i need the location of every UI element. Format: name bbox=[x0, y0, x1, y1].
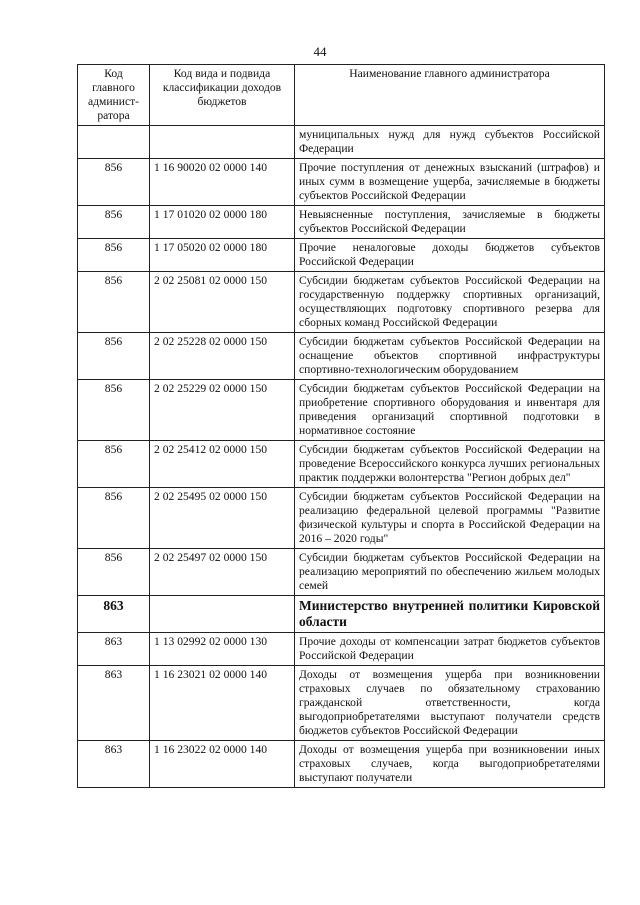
revenue-code-cell: 1 16 90020 02 0000 140 bbox=[150, 159, 295, 206]
admin-code-cell: 856 bbox=[78, 549, 150, 596]
admin-code-cell: 856 bbox=[78, 272, 150, 333]
admin-code-cell: 856 bbox=[78, 441, 150, 488]
admin-name-cell: Прочие поступления от денежных взысканий (штрафов) и иных сумм в возмещение ущерба, зачисляемые в бюджеты субъектов Российской Федерации bbox=[295, 159, 605, 206]
revenue-code-cell: 2 02 25229 02 0000 150 bbox=[150, 380, 295, 441]
table-row bbox=[78, 488, 605, 549]
table-row bbox=[78, 239, 605, 272]
header-revenue-code: Код вида и подвида классификации доходов бюджетов bbox=[150, 65, 295, 126]
admin-code-cell: 863 bbox=[78, 633, 150, 666]
admin-name-cell: Субсидии бюджетам субъектов Российской Федерации на приобретение спортивного оборудования и инвентаря для приведения организаций спортивной подготовки в нормативное состояние bbox=[295, 380, 605, 441]
admin-name-cell: Субсидии бюджетам субъектов Российской Федерации на оснащение объектов спортивной инфраструктуры спортивно-технологическим оборудованием bbox=[295, 333, 605, 380]
revenue-code-cell bbox=[150, 126, 295, 159]
admin-code-cell: 863 bbox=[78, 741, 150, 788]
revenue-code-cell: 2 02 25497 02 0000 150 bbox=[150, 549, 295, 596]
table-row bbox=[78, 380, 605, 441]
table-body bbox=[78, 126, 605, 788]
table-row bbox=[78, 596, 605, 633]
table-row bbox=[78, 741, 605, 788]
admin-code-cell: 856 bbox=[78, 380, 150, 441]
admin-name-cell: Субсидии бюджетам субъектов Российской Федерации на проведение Всероссийского конкурса лучших региональных практик поддержки волонтерства "Регион добрых дел" bbox=[295, 441, 605, 488]
admin-code-cell: 863 bbox=[78, 666, 150, 741]
admin-name-cell: Субсидии бюджетам субъектов Российской Федерации на реализацию федеральной целевой программы "Развитие физической культуры и спорта в Российской Федерации на 2016 – 2020 годы" bbox=[295, 488, 605, 549]
header-admin-name: Наименование главного администратора bbox=[295, 65, 605, 126]
header-admin-code: Код главного админист-ратора bbox=[78, 65, 150, 126]
admin-name-cell: Доходы от возмещения ущерба при возникновении страховых случаев по обязательному страхованию гражданской ответственности, когда выгодоприобретателями выступают получатели средств бюджетов субъектов Российской Федерации bbox=[295, 666, 605, 741]
revenue-code-cell: 2 02 25495 02 0000 150 bbox=[150, 488, 295, 549]
revenue-code-cell: 2 02 25228 02 0000 150 bbox=[150, 333, 295, 380]
table-header-row bbox=[78, 65, 605, 126]
table-row bbox=[78, 159, 605, 206]
admin-name-cell: Министерство внутренней политики Кировской области bbox=[295, 596, 605, 633]
table-row bbox=[78, 126, 605, 159]
revenue-code-cell: 1 16 23022 02 0000 140 bbox=[150, 741, 295, 788]
table-row bbox=[78, 549, 605, 596]
admin-code-cell: 856 bbox=[78, 159, 150, 206]
admin-code-cell: 856 bbox=[78, 333, 150, 380]
revenue-administrators-table bbox=[77, 64, 605, 788]
revenue-code-cell: 1 17 05020 02 0000 180 bbox=[150, 239, 295, 272]
revenue-code-cell bbox=[150, 596, 295, 633]
admin-code-cell: 863 bbox=[78, 596, 150, 633]
table-row bbox=[78, 333, 605, 380]
admin-name-cell: Невыясненные поступления, зачисляемые в бюджеты субъектов Российской Федерации bbox=[295, 206, 605, 239]
admin-name-cell: Прочие доходы от компенсации затрат бюджетов субъектов Российской Федерации bbox=[295, 633, 605, 666]
admin-name-cell: Субсидии бюджетам субъектов Российской Федерации на реализацию мероприятий по обеспечению жильем молодых семей bbox=[295, 549, 605, 596]
table-row bbox=[78, 666, 605, 741]
admin-code-cell bbox=[78, 126, 150, 159]
admin-name-cell: Доходы от возмещения ущерба при возникновении иных страховых случаев, когда выгодоприобретателями выступают получатели bbox=[295, 741, 605, 788]
table-row bbox=[78, 272, 605, 333]
table-row bbox=[78, 441, 605, 488]
admin-name-cell: Субсидии бюджетам субъектов Российской Федерации на государственную поддержку спортивных организаций, осуществляющих подготовку спортивного резерва для сборных команд Российской Федерации bbox=[295, 272, 605, 333]
revenue-code-cell: 1 16 23021 02 0000 140 bbox=[150, 666, 295, 741]
table-row bbox=[78, 206, 605, 239]
revenue-code-cell: 2 02 25412 02 0000 150 bbox=[150, 441, 295, 488]
admin-code-cell: 856 bbox=[78, 488, 150, 549]
revenue-code-cell: 1 13 02992 02 0000 130 bbox=[150, 633, 295, 666]
revenue-code-cell: 2 02 25081 02 0000 150 bbox=[150, 272, 295, 333]
admin-name-cell: муниципальных нужд для нужд субъектов Российской Федерации bbox=[295, 126, 605, 159]
table-row bbox=[78, 633, 605, 666]
admin-code-cell: 856 bbox=[78, 239, 150, 272]
admin-code-cell: 856 bbox=[78, 206, 150, 239]
admin-name-cell: Прочие неналоговые доходы бюджетов субъектов Российской Федерации bbox=[295, 239, 605, 272]
revenue-code-cell: 1 17 01020 02 0000 180 bbox=[150, 206, 295, 239]
page-number: 44 bbox=[313, 44, 327, 59]
